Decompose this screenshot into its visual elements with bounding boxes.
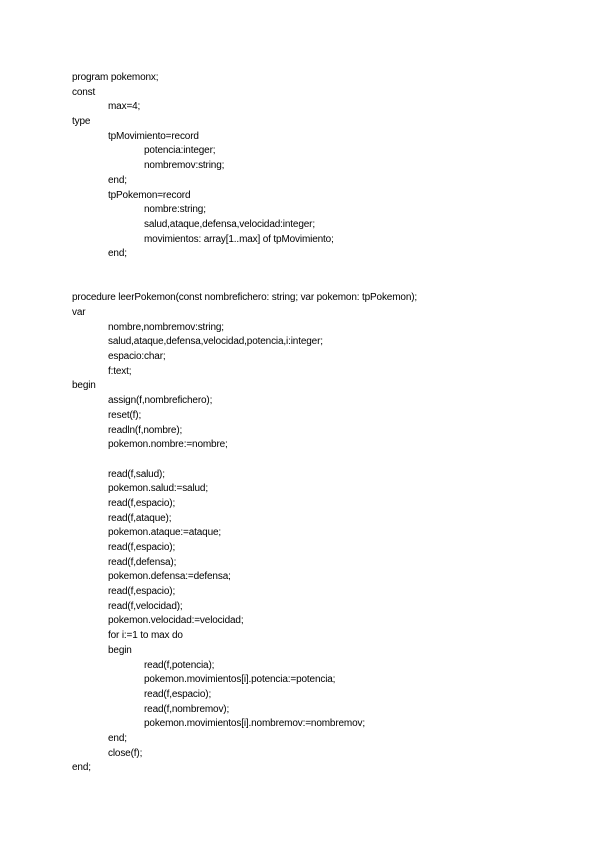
- tp-movimiento-field: nombremov:string;: [144, 160, 225, 172]
- blank-line: [72, 453, 417, 468]
- var-decl: nombre,nombremov:string;: [108, 321, 224, 333]
- code-statement: pokemon.velocidad:=velocidad;: [108, 615, 244, 627]
- const-max: max=4;: [108, 101, 141, 113]
- tp-pokemon-decl: tpPokemon=record: [108, 189, 191, 201]
- code-statement: pokemon.nombre:=nombre;: [108, 439, 228, 451]
- code-statement: assign(f,nombrefichero);: [108, 395, 213, 407]
- program-header: program pokemonx;: [72, 72, 159, 83]
- const-keyword: const: [72, 86, 96, 98]
- loop-statement: read(f,potencia);: [144, 659, 215, 671]
- code-statement: reset(f);: [108, 409, 142, 421]
- code-statement: pokemon.defensa:=defensa;: [108, 571, 231, 583]
- var-decl: f:text;: [108, 365, 132, 377]
- code-statement: read(f,espacio);: [108, 542, 176, 553]
- procedure-end: end;: [72, 762, 91, 774]
- loop-statement: pokemon.movimientos[i].potencia:=potencia;: [144, 674, 336, 686]
- tp-pokemon-field: salud,ataque,defensa,velocidad:integer;: [144, 218, 315, 230]
- code-statement: read(f,salud);: [108, 468, 165, 480]
- tp-movimiento-end: end;: [108, 174, 127, 186]
- tp-movimiento-decl: tpMovimiento=record: [108, 130, 199, 142]
- var-decl: espacio:char;: [108, 351, 166, 363]
- loop-begin: begin: [108, 644, 132, 656]
- blank-line: [72, 262, 417, 277]
- begin-keyword: begin: [72, 380, 96, 392]
- tp-movimiento-field: potencia:integer;: [144, 145, 216, 157]
- loop-statement: read(f,nombremov);: [144, 703, 230, 715]
- loop-statement: read(f,espacio);: [144, 688, 212, 700]
- code-statement: read(f,velocidad);: [108, 600, 183, 612]
- var-decl: salud,ataque,defensa,velocidad,potencia,i:integer;: [108, 336, 323, 348]
- var-keyword: var: [72, 307, 86, 318]
- code-statement: read(f,ataque);: [108, 512, 172, 524]
- pascal-code-listing: [72, 71, 417, 776]
- blank-line: [72, 277, 417, 292]
- loop-end: end;: [108, 732, 127, 744]
- code-statement: read(f,defensa);: [108, 556, 177, 568]
- tp-pokemon-field: nombre:string;: [144, 204, 206, 216]
- type-keyword: type: [72, 116, 91, 128]
- code-statement: close(f);: [108, 747, 143, 759]
- tp-pokemon-end: end;: [108, 248, 127, 260]
- code-statement: read(f,espacio);: [108, 497, 176, 509]
- loop-statement: pokemon.movimientos[i].nombremov:=nombremov;: [144, 718, 365, 730]
- code-statement: pokemon.ataque:=ataque;: [108, 527, 222, 539]
- code-statement: read(f,espacio);: [108, 586, 176, 598]
- code-statement: pokemon.salud:=salud;: [108, 483, 208, 495]
- procedure-header: procedure leerPokemon(const nombrefichero: string; var pokemon: tpPokemon);: [72, 292, 418, 304]
- tp-pokemon-field: movimientos: array[1..max] of tpMovimiento;: [144, 233, 334, 245]
- for-loop-header: for i:=1 to max do: [108, 630, 183, 642]
- code-statement: readln(f,nombre);: [108, 424, 183, 436]
